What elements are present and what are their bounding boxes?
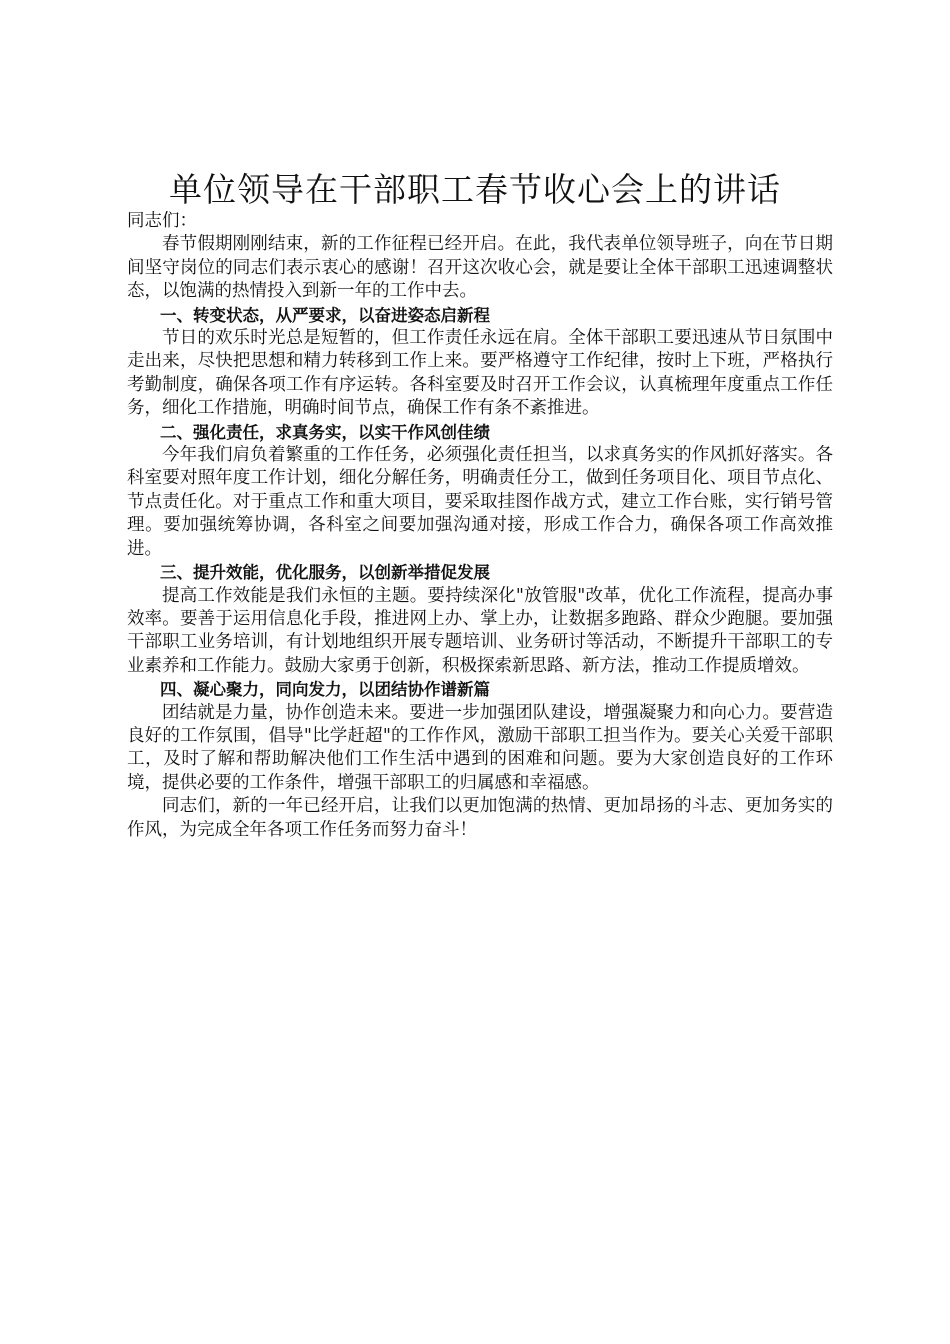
document-body <box>127 210 833 842</box>
section-heading-4: 四、凝心聚力，同向发力，以团结协作谱新篇 <box>160 680 490 700</box>
greeting: 同志们： <box>127 211 197 231</box>
intro-paragraph: 春节假期刚刚结束，新的工作征程已经开启。在此，我代表单位领导班子，向在节日期间坚守岗位的同志们表示衷心的感谢！召开这次收心会，就是要让全体干部职工迅速调整状态，以饱满的热情投入到新一年的工作中去。 <box>127 234 833 302</box>
closing-paragraph: 同志们，新的一年已经开启，让我们以更加饱满的热情、更加昂扬的斗志、更加务实的作风，为完成全年各项工作任务而努力奋斗！ <box>127 796 833 840</box>
document-title: 单位领导在干部职工春节收心会上的讲话 <box>169 170 781 209</box>
section-heading-3: 三、提升效能，优化服务，以创新举措促发展 <box>160 563 490 583</box>
section-heading-1: 一、转变状态，从严要求，以奋进姿态启新程 <box>160 305 490 325</box>
section-paragraph-3: 提高工作效能是我们永恒的主题。要持续深化"放管服"改革，优化工作流程，提高办事效率。要善于运用信息化手段，推进网上办、掌上办，让数据多跑路、群众少跑腿。要加强干部职工业务培训，有计划地组织开展专题培训、业务研讨等活动，不断提升干部职工的专业素养和工作能力。鼓励大家勇于创新，积极探索新思路、新方法，推动工作提质增效。 <box>127 585 833 676</box>
section-paragraph-2: 今年我们肩负着繁重的工作任务，必须强化责任担当，以求真务实的作风抓好落实。各科室要对照年度工作计划，细化分解任务，明确责任分工，做到任务项目化、项目节点化、节点责任化。对于重点工作和重大项目，要采取挂图作战方式，建立工作台账，实行销号管理。要加强统筹协调，各科室之间要加强沟通对接，形成工作合力，确保各项工作高效推进。 <box>127 445 833 559</box>
section-paragraph-4: 团结就是力量，协作创造未来。要进一步加强团队建设，增强凝聚力和向心力。要营造良好的工作氛围，倡导"比学赶超"的工作作风，激励干部职工担当作为。要关心关爱干部职工，及时了解和帮助解决他们工作生活中遇到的困难和问题。要为大家创造良好的工作环境，提供必要的工作条件，增强干部职工的归属感和幸福感。 <box>127 702 833 793</box>
section-heading-2: 二、强化责任，求真务实，以实干作风创佳绩 <box>160 422 490 442</box>
section-paragraph-1: 节日的欢乐时光总是短暂的，但工作责任永远在肩。全体干部职工要迅速从节日氛围中走出来，尽快把思想和精力转移到工作上来。要严格遵守工作纪律，按时上下班，严格执行考勤制度，确保各项工作有序运转。各科室要及时召开工作会议，认真梳理年度重点工作任务，细化工作措施，明确时间节点，确保工作有条不紊推进。 <box>127 328 833 419</box>
